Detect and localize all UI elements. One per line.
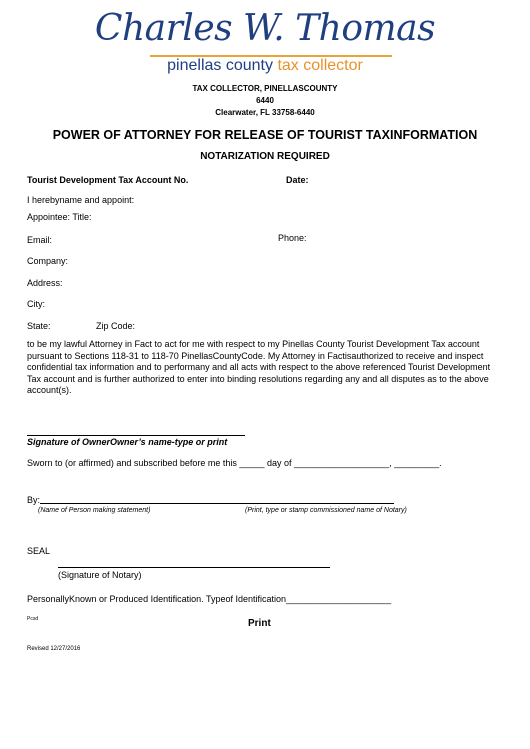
account-no-label: Tourist Development Tax Account No. — [27, 175, 189, 185]
address-line-3: Clearwater, FL 33758-6440 — [215, 108, 315, 117]
address-line-2: 6440 — [256, 96, 274, 105]
logo-county: pinellas county — [167, 57, 273, 74]
phone-label: Phone: — [278, 233, 307, 243]
address-line-1: TAX COLLECTOR, PINELLASCOUNTY — [192, 84, 338, 93]
seal-label: SEAL — [27, 546, 51, 556]
hereby-label: I herebyname and appoint: — [27, 195, 135, 205]
logo-tax-collector: tax collector — [277, 57, 363, 74]
email-label: Email: — [27, 235, 53, 245]
person-name-note: (Name of Person making statement) — [38, 507, 151, 514]
notary-signature-line — [58, 567, 330, 568]
identification-line: PersonallyKnown or Produced Identification. Typeof Identification_____________________ — [27, 594, 392, 604]
appointee-label: Appointee: Title: — [27, 212, 92, 222]
company-label: Company: — [27, 256, 69, 266]
owner-signature-line — [27, 435, 245, 436]
by-label: By: — [27, 495, 41, 505]
logo-name: Charles W. Thomas — [94, 8, 436, 49]
date-label: Date: — [286, 175, 309, 185]
zip-label: Zip Code: — [96, 321, 136, 331]
print-button[interactable]: Print — [248, 618, 271, 629]
notary-by-line — [40, 503, 394, 504]
address-label: Address: — [27, 278, 63, 288]
sworn-statement: Sworn to (or affirmed) and subscribed before me this _____ day of ___________________, _________. — [27, 458, 442, 468]
notary-name-note: (Print, type or stamp commissioned name of Notary) — [245, 507, 407, 514]
authorization-paragraph: to be my lawful Attorney in Fact to act for me with respect to my Pinellas County Tourist Development Tax account pursuant to Sections 118-31 to 118-70 PinellasCountyCode. My Attorney in Factisauthorized to receive and inspect confidential tax information and to performany and all acts with respect to the above referenced Tourist Development Tax account and is further authorized to enter into binding resolutions regarding any and all disputes as to the above account(s). — [27, 339, 491, 395]
owner-signature-label: Signature of OwnerOwner’s name-type or print — [27, 437, 228, 447]
city-label: City: — [27, 299, 45, 309]
form-subtitle: NOTARIZATION REQUIRED — [200, 151, 330, 162]
logo-subtitle — [0, 57, 530, 75]
state-label: State: — [27, 321, 51, 331]
revised-date: Revised 12/27/2016 — [27, 646, 81, 652]
form-code: Pcsd — [27, 616, 39, 622]
notary-signature-label: (Signature of Notary) — [58, 570, 142, 580]
form-title: POWER OF ATTORNEY FOR RELEASE OF TOURIST TAXINFORMATION — [52, 128, 478, 142]
